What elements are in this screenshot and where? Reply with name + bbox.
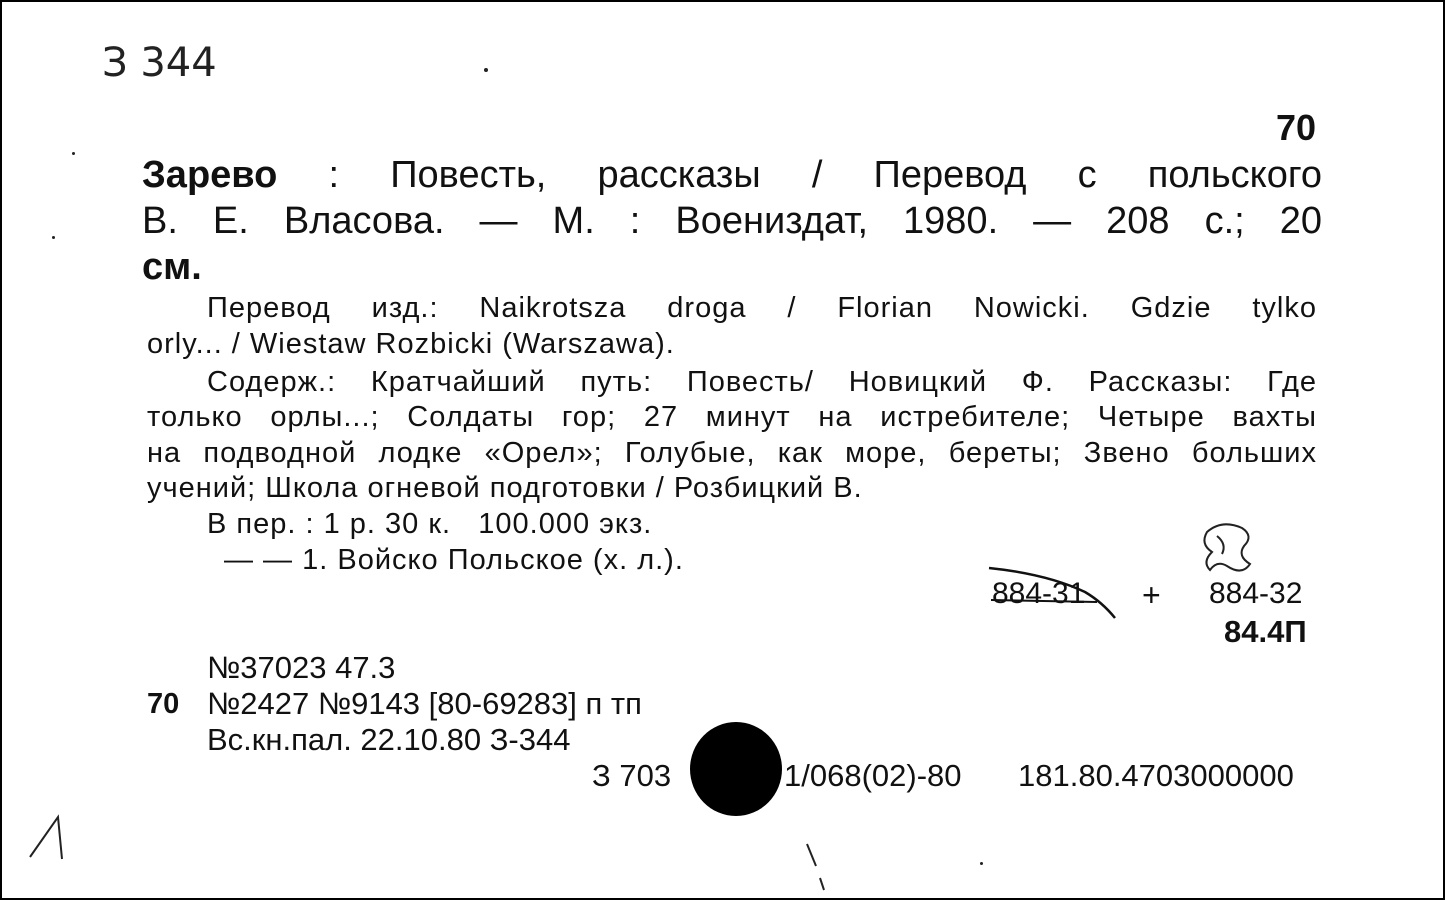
speck xyxy=(484,68,488,72)
record-line-4-mid: 1/068(02)-80 xyxy=(784,758,962,793)
title-entry xyxy=(142,152,1322,290)
punch-hole xyxy=(690,722,782,816)
contents-line-2: только орлы...; Солдаты гор; 27 минут на истребителе; Четыре вахты xyxy=(147,401,1317,433)
title-bold: Зарево xyxy=(142,154,278,196)
title-line-3: см. xyxy=(142,246,202,288)
handwritten-mark xyxy=(22,807,82,867)
record-prefix: 70 xyxy=(147,688,180,720)
classification-current: 884-32 xyxy=(1209,577,1303,610)
record-line-1: №37023 47.3 xyxy=(207,650,396,685)
plus-sign: + xyxy=(1142,577,1161,613)
translation-line-1: Перевод изд.: Naikrotsza droga / Florian Nowicki. Gdzie tylko xyxy=(207,292,1317,324)
contents-line-4: учений; Школа огневой подготовки / Розбицкий В. xyxy=(147,472,863,504)
handwritten-stamp xyxy=(1182,514,1272,584)
classification-code: 84.4П xyxy=(1224,614,1307,649)
speck xyxy=(52,236,55,239)
classification-struck: 884-31 xyxy=(992,577,1086,610)
contents-line-1: Содерж.: Кратчайший путь: Повесть/ Новицкий Ф. Рассказы: Где xyxy=(207,366,1317,398)
subject-heading: — — 1. Войско Польское (х. л.). xyxy=(224,544,684,576)
speck xyxy=(980,862,983,865)
price-line: В пер. : 1 р. 30 к. 100.000 экз. xyxy=(207,508,653,540)
handwritten-call-number: З 344 xyxy=(102,40,217,86)
contents-line-3: на подводной лодке «Орел»; Голубые, как море, береты; Звено больших xyxy=(147,437,1317,469)
record-line-2: №2427 №9143 [80-69283] п тп xyxy=(207,686,642,721)
card-number: 70 xyxy=(1276,107,1317,148)
speck xyxy=(72,152,75,155)
speck-stroke xyxy=(802,840,832,895)
title-line-2: В. Е. Власова. — М. : Воениздат, 1980. — 208 с.; 20 xyxy=(142,200,1322,242)
translation-line-2: orly... / Wiestaw Rozbicki (Warszawa). xyxy=(147,328,675,360)
record-line-4-right: 181.80.4703000000 xyxy=(1018,758,1294,793)
record-line-4-left: З 703 xyxy=(592,758,672,793)
strikethrough-mark xyxy=(987,562,1122,624)
record-line-3: Вс.кн.пал. 22.10.80 З-344 xyxy=(207,722,571,757)
title-line-1: Зарево : Повесть, рассказы / Перевод с польского xyxy=(142,154,1322,196)
